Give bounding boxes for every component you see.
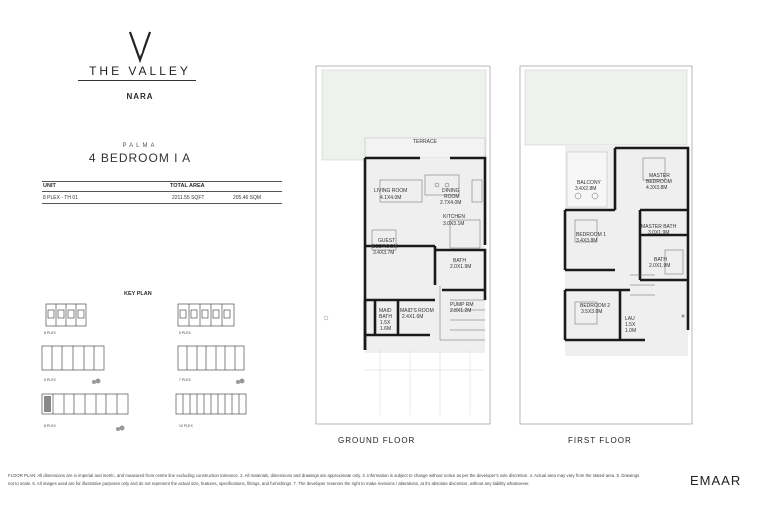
gf-kitchen-dim: 3.0X3.1M (443, 221, 465, 227)
key-plan-10plex (176, 394, 246, 414)
key-plan-6plex (42, 346, 104, 370)
gf-dining-dim: 2.7X4.0M (440, 200, 462, 206)
ff-balcony-label: BALCONY (577, 180, 601, 186)
unit-title: 4 BEDROOM I A (88, 151, 192, 165)
first-floor-plan (515, 60, 700, 435)
area-sqft: 2211.55 SQFT (172, 195, 205, 201)
ff-master-bath-dim: 3.0X1.9M (648, 230, 670, 236)
ff-bath-label: BATH (654, 257, 667, 263)
ff-master-dim: 4.3X3.8M (646, 185, 668, 191)
key-plan-label-4: 7 PLEX (179, 378, 191, 382)
key-plan-label-5: 8 PLEX (44, 424, 56, 428)
disclaimer-line-1: FLOOR PLAN: All dimensions are in imperial and metric, and measured from centre line excluding construction tolerance. 2. All materials, dimensions and drawings are approximate only. 3. Information is subject to change without notice as per the developer's sole discretion. 4. Actual area may vary from the stated area. 5. Drawings (8, 473, 640, 478)
area-sqm: 205.46 SQM (233, 195, 262, 201)
gf-kitchen-label: KITCHEN (443, 214, 465, 220)
ff-bed2-label: BEDROOM 2 (580, 303, 611, 309)
ff-lau-label: LAU (625, 316, 635, 322)
gf-living-label: LIVING ROOM (374, 188, 408, 194)
gf-dining-label-2: ROOM (444, 194, 460, 200)
table-bottom-rule (42, 203, 282, 204)
ff-master-label: MASTER (649, 173, 670, 179)
gf-guest-label: GUEST (378, 238, 396, 244)
key-plan-5plex (178, 304, 234, 326)
ff-lau-dim-2: 1.0M (625, 328, 637, 334)
ff-balcony-dim: 3.4X2.8M (575, 186, 597, 192)
unit-header: UNIT (43, 183, 56, 189)
gf-bath-dim: 2.0X1.9M (450, 264, 472, 270)
gf-maid-bath-label-2: BATH (379, 314, 392, 320)
key-plan-title: KEY PLAN (124, 291, 152, 297)
gf-pump-dim: 2.8X1.2M (450, 308, 472, 314)
gf-maid-bath-dim-2: 1.6M (380, 326, 392, 332)
ff-master-label-2: BEDROOM (646, 179, 672, 185)
gf-pump-label: PUMP RM (450, 302, 474, 308)
key-plan-7plex (178, 346, 244, 370)
emaar-logo: EMAAR (690, 473, 742, 488)
ff-master-bath-label: MASTER BATH (641, 224, 677, 230)
gf-maid-label: MAID'S ROOM (400, 308, 434, 314)
key-plan-unit-highlight (44, 396, 51, 412)
ground-floor-label: GROUND FLOOR (338, 436, 416, 445)
ff-bed2-dim: 3.5X3.0M (581, 309, 603, 315)
disclaimer-text (8, 472, 668, 488)
ff-bed1-label: BEDROOM 1 (576, 232, 607, 238)
ff-lau-dim: 1.5X (625, 322, 636, 328)
unit-collection: PALMA (122, 143, 158, 149)
key-plan-label-6: 10 PLEX (179, 424, 193, 428)
gf-maid-dim: 2.4X1.6M (402, 314, 424, 320)
gf-guest-dim: 3.4X3.7M (373, 250, 395, 256)
gf-maid-bath-label: MAID (379, 308, 392, 314)
gf-living-dim: 4.1X4.0M (380, 195, 402, 201)
total-area-header: TOTAL AREA (170, 183, 205, 189)
gf-dining-label: DINING (442, 188, 460, 194)
ground-floor-plan (300, 60, 500, 435)
ff-bath-dim: 2.0X1.9M (649, 263, 671, 269)
project-name: NARA (126, 92, 154, 101)
brand-divider (78, 80, 196, 81)
gf-bath-label: BATH (453, 258, 466, 264)
key-plan-label-2: 5 PLEX (179, 331, 191, 335)
unit-value: 8 PLEX - TH 01 (43, 195, 78, 201)
gf-maid-bath-dim: 1.5X (380, 320, 391, 326)
brand-name: THE VALLEY (89, 64, 191, 78)
first-floor-label: FIRST FLOOR (568, 436, 632, 445)
key-plan-label-3: 6 PLEX (44, 378, 56, 382)
table-top-rule (42, 181, 282, 182)
key-plan-8plex (42, 394, 128, 414)
key-plan-4plex (46, 304, 86, 326)
disclaimer-line-2: not to scale. 6. All images used are for illustrative purposes only and do not represent the actual size, features, specifications, fittings, and furnishings. 7. The developer reserves the right to make revisions / alterations, at it's absolute discretion, without any liability whatsoever. (8, 481, 530, 486)
gf-terrace-label: TERRACE (413, 139, 437, 145)
gf-guest-label-2: BEDROOM (372, 244, 398, 250)
ff-bed1-dim: 3.4X3.8M (576, 238, 598, 244)
key-plan-label-1: 8 PLEX (44, 331, 56, 335)
table-mid-rule (42, 191, 282, 192)
the-valley-logo (120, 30, 160, 64)
key-plan-diagrams (38, 300, 248, 440)
